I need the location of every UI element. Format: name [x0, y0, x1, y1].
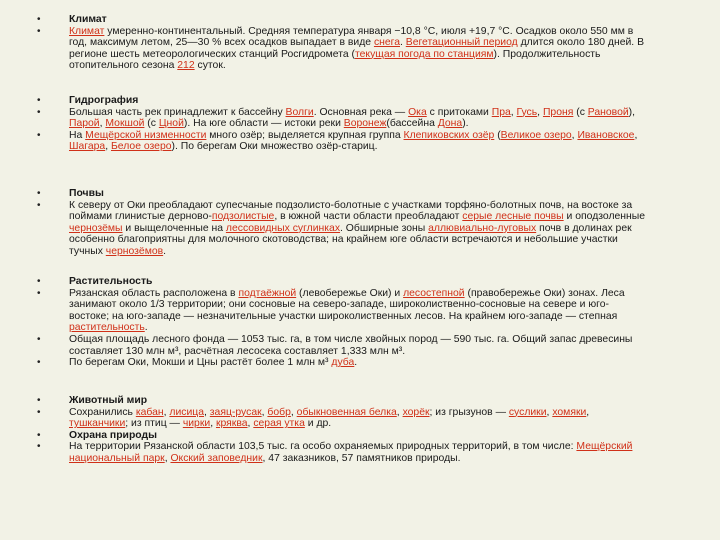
vegetation-oak-text [69, 357, 648, 369]
bullet-icon: • [37, 429, 41, 441]
text-run: (с [144, 118, 159, 130]
hydro-rivers-text [69, 107, 648, 130]
soils-heading: Почвы [69, 188, 104, 199]
vegetation-section [0, 276, 720, 369]
wildlife-text [69, 407, 648, 430]
inline-link[interactable]: Проня [542, 106, 574, 118]
inline-link[interactable]: суслики [508, 406, 547, 418]
inline-link[interactable]: хорёк [402, 406, 430, 418]
inline-link[interactable]: снега [373, 37, 400, 49]
vegetation-paragraph-zones [0, 288, 720, 334]
hydro-heading-item [0, 95, 720, 107]
text-run: (бассейна [386, 118, 438, 130]
text-run: ). По берегам Оки множество озёр-стариц. [171, 141, 378, 153]
text-run: , 47 заказников, 57 памятников природы. [262, 452, 461, 464]
wildlife-section [0, 395, 720, 465]
protection-heading: Охрана природы [69, 429, 157, 441]
text-run: , [261, 406, 268, 418]
bullet-icon: • [37, 357, 41, 369]
text-run: , [105, 141, 111, 153]
inline-link[interactable]: Гусь [516, 106, 538, 118]
text-run: На [69, 129, 86, 141]
vegetation-paragraph-forest [0, 334, 720, 357]
bullet-icon: • [37, 441, 41, 453]
soils-paragraph [0, 200, 720, 258]
text-run: По берегам Оки, Мокши и Цны растёт более 1 млн м³ [69, 357, 332, 369]
hydro-paragraph-rivers [0, 107, 720, 130]
text-run: , [634, 129, 638, 141]
bullet-icon: • [37, 129, 41, 141]
bullet-icon: • [37, 95, 41, 106]
inline-link[interactable]: Ока [408, 106, 427, 118]
text-run: (левобережье Оки) и [296, 287, 404, 299]
text-run: почв в долинах рек особенно благоприятны для молочного скотоводства; на крайнем юге области встречаются и небольшие участки тучных [69, 222, 632, 257]
inline-link[interactable]: 212 [177, 60, 195, 72]
inline-link[interactable]: Цной [158, 118, 184, 130]
text-run: длится около 180 дней. В регионе шесть метеорологических станций Росгидромета ( [69, 37, 645, 60]
text-run: ( [494, 129, 501, 141]
text-run: . Основная река — [313, 106, 409, 118]
inline-link[interactable]: лесостепной [403, 287, 465, 299]
inline-link[interactable]: аллювиально-луговых [428, 222, 537, 234]
text-run: ). На юге области — истоки реки [183, 118, 344, 130]
inline-link[interactable]: Климат [69, 25, 105, 37]
bullet-icon: • [37, 406, 41, 418]
text-run: Большая часть рек принадлежит к бассейну [69, 106, 286, 118]
text-run: , [546, 406, 553, 418]
wildlife-heading-item [0, 395, 720, 407]
inline-link[interactable]: Окский заповедник [170, 452, 263, 464]
text-run: ). [462, 118, 469, 130]
protection-text [69, 441, 648, 464]
inline-link[interactable]: Пра [491, 106, 511, 118]
hydro-heading: Гидрография [69, 95, 139, 106]
vegetation-heading-item [0, 276, 720, 288]
inline-link[interactable]: чернозёмов [105, 245, 164, 257]
text-run: . [163, 245, 167, 257]
inline-link[interactable]: Волги [285, 106, 314, 118]
text-run: . Обширные зоны [340, 222, 429, 234]
text-run: Общая площадь лесного фонда — 1053 тыс. га, в том числе хвойных пород — 590 тыс. га. Общий запас древесины составляет 130 млн м³, расчётная лесосека составляет 1,333 млн м³. [69, 333, 633, 357]
bullet-icon: • [37, 106, 41, 118]
text-run: Сохранились [69, 406, 136, 418]
bullet-icon: • [37, 287, 41, 299]
inline-link[interactable]: Ивановское [577, 129, 635, 141]
protection-paragraph [0, 441, 720, 464]
bullet-icon: • [37, 276, 41, 287]
text-run: На территории Рязанской области 103,5 тыс. га особо охраняемых природных территорий, в том числе: [69, 441, 577, 453]
inline-link[interactable]: серая утка [253, 418, 305, 430]
inline-link[interactable]: Вегетационный период [405, 37, 518, 49]
bullet-icon: • [37, 333, 41, 345]
text-run: и оподзоленные [563, 211, 646, 223]
bullet-icon: • [37, 14, 41, 25]
climate-paragraph [0, 26, 720, 72]
text-run: , [290, 406, 297, 418]
soils-heading-item [0, 188, 720, 200]
text-run: суток. [194, 60, 226, 72]
text-run: . [400, 37, 406, 49]
text-run: (с [573, 106, 588, 118]
inline-link[interactable]: Дона [437, 118, 463, 130]
climate-heading: Климат [69, 14, 107, 25]
inline-link[interactable]: чирки [182, 418, 211, 430]
wildlife-heading: Животный мир [69, 395, 148, 406]
inline-link[interactable]: подтаёжной [238, 287, 297, 299]
text-run: ). Продолжительность отопительного сезона [69, 48, 601, 72]
inline-link[interactable]: Белое озеро [110, 141, 172, 153]
text-run: , в южной части области преобладают [274, 211, 463, 223]
text-run: много озёр; выделяется крупная группа [206, 129, 404, 141]
wildlife-paragraph [0, 407, 720, 430]
text-run: , [247, 418, 254, 430]
text-run: , [164, 452, 171, 464]
soils-section [0, 188, 720, 258]
text-run: . [354, 357, 358, 369]
bullet-icon: • [37, 199, 41, 211]
inline-link[interactable]: чернозёмы [69, 222, 123, 234]
climate-text [69, 26, 648, 72]
text-run: Рязанская область расположена в [69, 287, 239, 299]
inline-link[interactable]: Рановой [587, 106, 629, 118]
climate-section [0, 14, 720, 72]
inline-link[interactable]: лессовидных суглинках [225, 222, 341, 234]
hydrography-section [0, 95, 720, 153]
text-run: , [204, 406, 210, 418]
inline-link[interactable]: подзолистые [211, 211, 275, 223]
inline-link[interactable]: кряква [215, 418, 248, 430]
text-run: , [210, 418, 216, 430]
inline-link[interactable]: серые лесные почвы [462, 211, 564, 223]
text-run: с притоками [426, 106, 492, 118]
inline-link[interactable]: обыкновенная белка [296, 406, 397, 418]
inline-link[interactable]: заяц-русак [209, 406, 262, 418]
text-run: ; из птиц — [125, 418, 183, 430]
text-run: К северу от Оки преобладают супесчаные подзолисто-болотные с участками торфяно-болотных почв, на востоке за поймами глинистые дерново- [69, 199, 633, 223]
text-run: и выщелоченные на [122, 222, 226, 234]
hydro-paragraph-lakes [0, 130, 720, 153]
text-run: , [396, 406, 403, 418]
inline-link[interactable]: тушканчики [69, 418, 126, 430]
text-run: ; из грызунов — [429, 406, 509, 418]
text-run: , [586, 406, 590, 418]
climate-heading-item [0, 14, 720, 26]
inline-link[interactable]: лисица [169, 406, 205, 418]
hydro-lakes-text [69, 130, 648, 153]
inline-link[interactable]: Мещёрской низменности [85, 129, 207, 141]
text-run: , [537, 106, 543, 118]
vegetation-zones-text [69, 288, 648, 334]
text-run: умеренно-континентальный. Средняя температура января −10,8 °C, июля +19,7 °C. Осадков около 550 мм в год, максимум летом, 25—30 % всех осадков выпадает в виде [69, 25, 634, 49]
inline-link[interactable]: Клепиковских озёр [403, 129, 495, 141]
text-run: и др. [304, 418, 332, 430]
inline-link[interactable]: кабан [135, 406, 164, 418]
text-run: ), [628, 106, 636, 118]
text-run: , [163, 406, 170, 418]
inline-link[interactable]: дуба [331, 357, 355, 369]
inline-link[interactable]: Мещёрский национальный парк [69, 441, 633, 464]
inline-link[interactable]: Мокшой [105, 118, 145, 130]
text-run: . [144, 322, 148, 334]
bullet-icon: • [37, 395, 41, 406]
text-run: , [99, 118, 106, 130]
vegetation-paragraph-oak [0, 357, 720, 369]
inline-link[interactable]: Великое озеро [500, 129, 572, 141]
text-run: , [571, 129, 578, 141]
inline-link[interactable]: Воронеж [343, 118, 387, 130]
soils-text [69, 200, 648, 258]
text-run: , [510, 106, 517, 118]
inline-link[interactable]: бобр [267, 406, 291, 418]
inline-link[interactable]: Парой [69, 118, 100, 130]
inline-link[interactable]: Шагара [69, 141, 106, 153]
text-run: (правобережье Оки) зонах. Леса занимают около 1/3 территории; они сосновые на северо-западе, широколиственно-сосновые на севере и юго-востоке; на юго-западе — незначительные участки широколиственных лесов. На крайнем юго-западе — степная [69, 287, 625, 322]
bullet-icon: • [37, 188, 41, 199]
bullet-icon: • [37, 25, 41, 37]
inline-link[interactable]: растительность [69, 322, 145, 334]
inline-link[interactable]: хомяки [552, 406, 587, 418]
vegetation-forest-text [69, 334, 648, 357]
inline-link[interactable]: текущая погода по станциям [355, 48, 494, 60]
vegetation-heading: Растительность [69, 276, 153, 287]
protection-heading-item [0, 430, 720, 442]
